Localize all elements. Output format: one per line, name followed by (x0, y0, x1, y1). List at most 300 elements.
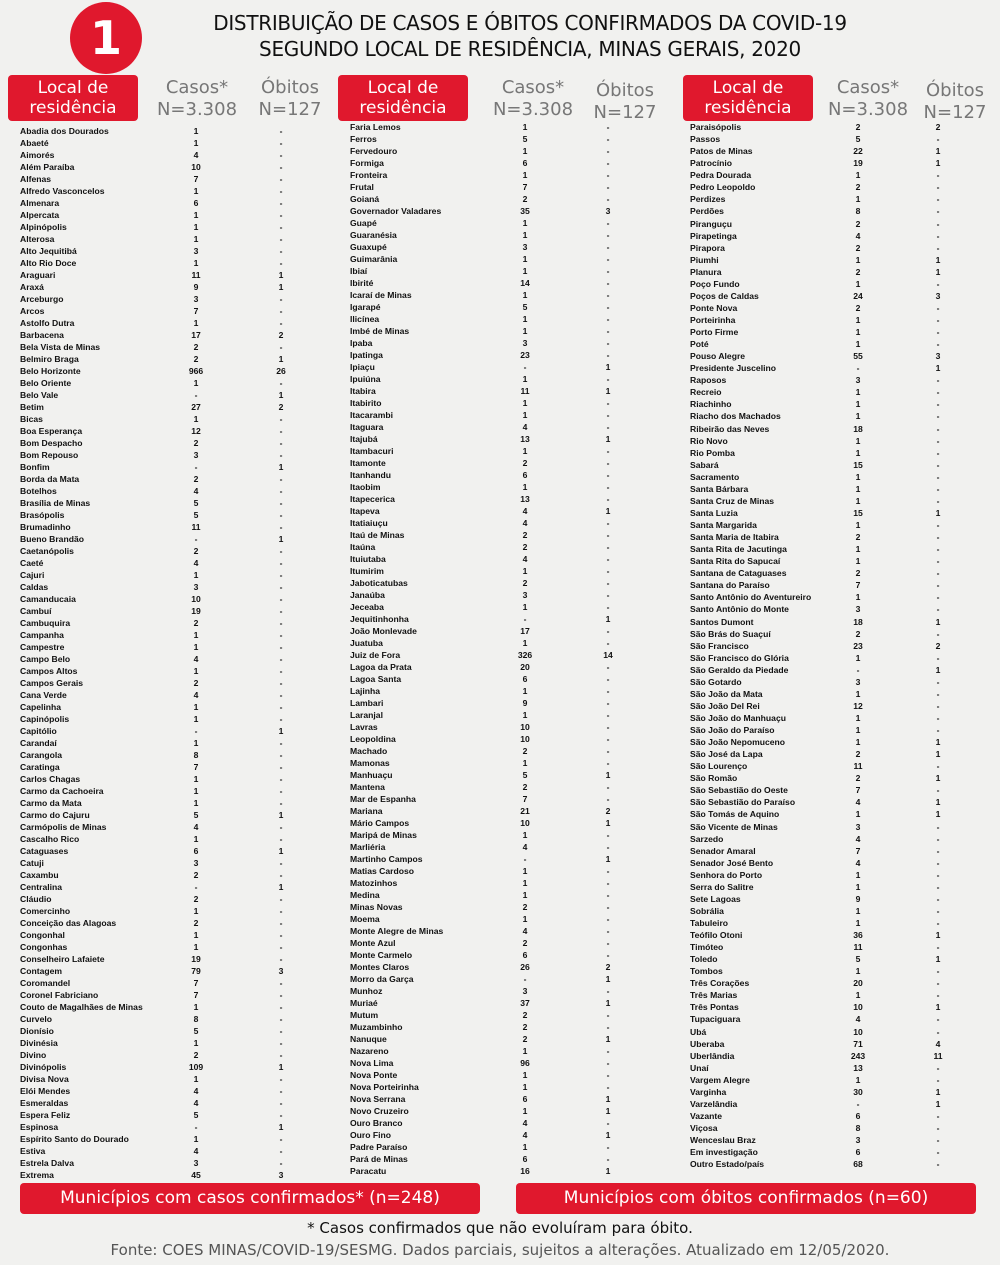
obitos-value: - (279, 630, 283, 640)
municipio-name: Campos Altos (20, 666, 78, 676)
casos-value: 1 (855, 966, 861, 977)
municipio-name: Leopoldina (350, 734, 396, 744)
municipio-name: Pedra Dourada (690, 170, 752, 181)
municipio-name: Poços de Caldas (690, 290, 759, 301)
obitos-label: Óbitos (595, 80, 655, 101)
obitos-value: - (279, 234, 283, 244)
casos-value: 5 (855, 134, 861, 145)
obitos-value: 1 (935, 773, 941, 784)
obitos-value: - (279, 894, 283, 904)
municipio-name: Sacramento (690, 471, 740, 482)
obitos-value: - (606, 986, 610, 996)
casos-value: 5 (193, 810, 199, 820)
municipio-name: Monte Azul (350, 938, 396, 948)
casos-value: 2 (193, 342, 199, 352)
obitos-value: - (936, 544, 940, 555)
casos-value: 4 (522, 1118, 528, 1128)
obitos-value: - (936, 628, 940, 639)
municipio-name: Matozinhos (350, 878, 398, 888)
casos-value: 966 (188, 366, 204, 376)
municipio-name: Muzambinho (350, 1022, 403, 1032)
obitos-value: - (936, 1110, 940, 1121)
municipio-name: São Vicente de Minas (690, 821, 778, 832)
obitos-value: 1 (605, 614, 611, 624)
municipio-name: Minas Novas (350, 902, 403, 912)
casos-value: 1 (855, 447, 861, 458)
casos-value: 1 (522, 254, 528, 264)
obitos-value: - (279, 990, 283, 1000)
obitos-value: - (606, 494, 610, 504)
municipio-name: Cajuri (20, 570, 45, 580)
casos-value: - (194, 462, 198, 472)
casos-value: 2 (522, 1010, 528, 1020)
obitos-value: - (936, 990, 940, 1001)
casos-value: 5 (193, 1026, 199, 1036)
casos-value: 2 (855, 568, 861, 579)
casos-value: 4 (855, 230, 861, 241)
municipio-name: Patrocínio (690, 158, 733, 169)
municipio-name: Itapeva (350, 506, 380, 516)
municipio-name: Riachinho (690, 399, 732, 410)
casos-value: 2 (193, 918, 199, 928)
casos-value: 1 (855, 435, 861, 446)
casos-value: 1 (522, 686, 528, 696)
casos-value: 1 (522, 218, 528, 228)
obitos-value: - (606, 746, 610, 756)
municipio-name: Belmiro Braga (20, 354, 79, 364)
casos-value: 2 (855, 749, 861, 760)
municipio-name: Itabirito (350, 398, 382, 408)
casos-value: - (856, 664, 860, 675)
municipio-name: Três Corações (690, 978, 750, 989)
municipio-name: Marliéria (350, 842, 386, 852)
obitos-value: 1 (278, 354, 284, 364)
casos-value: 1 (193, 786, 199, 796)
municipio-name: Wenceslau Braz (690, 1135, 756, 1145)
obitos-value: - (936, 399, 940, 410)
municipio-name: Divinésia (20, 1038, 58, 1048)
municipio-name: Padre Paraíso (350, 1142, 408, 1152)
obitos-value: 26 (276, 366, 286, 376)
casos-value: 2 (522, 746, 528, 756)
obitos-value: - (279, 1074, 283, 1084)
casos-value: 1 (855, 725, 861, 735)
municipio-name: Unaí (690, 1062, 709, 1073)
municipio-name: Itabira (350, 386, 376, 396)
obitos-value: - (279, 666, 283, 676)
casos-value: 4 (193, 1098, 199, 1108)
obitos-value: - (279, 750, 283, 760)
casos-value: 1 (193, 1002, 199, 1012)
municipio-name: Nova Lima (350, 1058, 394, 1068)
municipio-name: Bom Repouso (20, 450, 79, 460)
obitos-value: - (936, 182, 940, 193)
casos-value: 1 (855, 483, 861, 494)
obitos-value: - (936, 387, 940, 398)
obitos-value: - (279, 570, 283, 580)
obitos-value: - (279, 246, 283, 256)
obitos-value: - (936, 375, 940, 386)
municipio-name: Ibirité (350, 278, 374, 288)
casos-value: 1 (522, 1142, 528, 1152)
municipio-name: Arceburgo (20, 294, 64, 304)
casos-value: 7 (193, 762, 199, 772)
municipio-name: Rio Pomba (690, 447, 735, 458)
casos-value: 4 (193, 690, 199, 700)
casos-total: N=3.308 (827, 99, 909, 120)
municipio-name: Poté (690, 339, 709, 350)
municipio-name: São Sebastião do Paraíso (690, 797, 796, 808)
obitos-value: - (279, 822, 283, 832)
casos-value: 4 (193, 822, 199, 832)
municipio-name: Caetanópolis (20, 546, 74, 556)
casos-value: 3 (855, 821, 861, 832)
municipio-name: Varzelândia (690, 1098, 738, 1109)
obitos-value: - (279, 774, 283, 784)
municipio-name: Alto Jequitibá (20, 246, 77, 256)
municipio-name: Três Pontas (690, 1002, 739, 1013)
obitos-value: 1 (935, 1098, 941, 1109)
casos-value: 1 (522, 314, 528, 324)
casos-value: 1 (522, 710, 528, 720)
obitos-value: - (606, 242, 610, 252)
casos-value: 1 (855, 881, 861, 892)
obitos-value: - (936, 218, 940, 229)
casos-value: 2 (193, 354, 199, 364)
obitos-value: - (279, 1110, 283, 1120)
municipio-name: Guaranésia (350, 230, 397, 240)
header-local-residencia: Local de residência (8, 75, 138, 121)
obitos-value: - (279, 618, 283, 628)
obitos-value: - (936, 532, 940, 542)
obitos-value: - (279, 678, 283, 688)
casos-value: 1 (193, 222, 199, 232)
municipio-name: Capelinha (20, 702, 62, 712)
obitos-value: - (606, 1058, 610, 1068)
obitos-value: - (936, 1074, 940, 1085)
obitos-value: - (936, 761, 940, 772)
casos-value: 4 (522, 518, 528, 528)
obitos-value: - (936, 435, 940, 446)
casos-value: 12 (191, 426, 201, 436)
municipio-name: Juiz de Fora (350, 650, 401, 660)
casos-value: - (856, 363, 860, 374)
obitos-value: 1 (935, 158, 941, 169)
municipio-name: Santana do Paraíso (690, 580, 770, 591)
casos-value: 3 (193, 246, 199, 256)
casos-value: 6 (522, 950, 528, 960)
municipio-name: Santa Rita do Sapucaí (690, 556, 781, 567)
obitos-label: Óbitos (925, 80, 985, 101)
obitos-value: - (279, 558, 283, 568)
obitos-value: - (279, 138, 283, 148)
casos-value: 1 (855, 399, 861, 410)
obitos-value: - (279, 486, 283, 496)
casos-value: 8 (855, 206, 861, 217)
municipio-name: Abadia dos Dourados (20, 126, 109, 136)
casos-value: 1 (855, 990, 861, 1001)
casos-value: 11 (853, 761, 863, 772)
obitos-value: 3 (605, 206, 611, 216)
obitos-value: - (936, 411, 940, 422)
footnote: * Casos confirmados que não evoluíram para óbito. (307, 1219, 693, 1237)
casos-value: 2 (193, 894, 199, 904)
municipio-name: Moema (350, 914, 380, 924)
obitos-value: 1 (605, 818, 611, 828)
obitos-value: - (936, 134, 940, 145)
obitos-value: - (279, 1014, 283, 1024)
obitos-total: N=127 (923, 102, 987, 123)
obitos-value: - (606, 626, 610, 636)
casos-value: 109 (188, 1062, 204, 1072)
casos-value: 7 (522, 794, 528, 804)
municipio-name: Janaúba (350, 590, 385, 600)
municipio-name: Jaboticatubas (350, 578, 408, 588)
casos-value: 2 (522, 542, 528, 552)
obitos-value: - (606, 830, 610, 840)
obitos-value: - (606, 218, 610, 228)
obitos-value: - (606, 470, 610, 480)
casos-value: 1 (193, 798, 199, 808)
title-line-1: DISTRIBUIÇÃO DE CASOS E ÓBITOS CONFIRMADOS DA COVID-19 (213, 11, 847, 35)
obitos-value: - (606, 950, 610, 960)
obitos-value: 1 (605, 1106, 611, 1116)
obitos-value: - (279, 1086, 283, 1096)
municipio-name: Alterosa (20, 234, 55, 244)
municipio-name: Nazareno (350, 1046, 389, 1056)
obitos-value: - (279, 1002, 283, 1012)
obitos-value: - (279, 210, 283, 220)
obitos-value: - (936, 869, 940, 880)
municipio-name: Itumirim (350, 566, 384, 576)
obitos-value: - (279, 414, 283, 424)
obitos-value: - (606, 1010, 610, 1020)
municipio-name: São Francisco (690, 640, 749, 651)
obitos-value: - (936, 568, 940, 579)
municipio-name: Santos Dumont (690, 616, 754, 627)
municipio-name: Bueno Brandão (20, 534, 84, 544)
municipio-name: Itaúna (350, 542, 376, 552)
casos-value: 8 (855, 1123, 861, 1133)
municipio-name: Pedro Leopoldo (690, 182, 756, 193)
header-casos (818, 77, 918, 121)
obitos-value: - (606, 890, 610, 900)
casos-value: 20 (853, 978, 863, 989)
casos-value: 10 (520, 734, 530, 744)
municipio-name: Guimarânia (350, 254, 398, 264)
obitos-value: - (936, 339, 940, 350)
casos-value: 4 (193, 150, 199, 160)
obitos-value: - (936, 712, 940, 723)
obitos-value: - (606, 686, 610, 696)
municipio-name: Guaxupé (350, 242, 387, 252)
obitos-value: 1 (935, 797, 941, 808)
municipio-name: Alto Rio Doce (20, 258, 77, 268)
municipio-name: Itapecerica (350, 494, 395, 504)
obitos-value: - (936, 676, 940, 687)
municipio-name: Cascalho Rico (20, 834, 80, 844)
casos-value: 1 (193, 378, 199, 388)
casos-value: 3 (193, 1158, 199, 1168)
municipio-name: Santa Rita de Jacutinga (690, 544, 787, 555)
municipio-name: Cláudio (20, 894, 52, 904)
casos-value: 4 (522, 842, 528, 852)
obitos-value: - (279, 714, 283, 724)
municipio-name: Serra do Salitre (690, 881, 754, 892)
casos-value: 1 (193, 1038, 199, 1048)
casos-value: 6 (522, 158, 528, 168)
obitos-value: - (606, 602, 610, 612)
municipio-name: Centralina (20, 882, 63, 892)
casos-value: 2 (855, 628, 861, 639)
casos-value: 7 (522, 182, 528, 192)
obitos-value: - (279, 702, 283, 712)
municipio-name: Mariana (350, 806, 383, 816)
municipio-name: Machado (350, 746, 388, 756)
casos-value: 1 (522, 638, 528, 648)
obitos-value: - (936, 918, 940, 928)
municipio-name: Alfredo Vasconcelos (20, 186, 105, 196)
municipio-name: Perdões (690, 206, 724, 217)
casos-value: 1 (522, 290, 528, 300)
obitos-value: 1 (278, 1122, 284, 1132)
casos-value: 1 (193, 234, 199, 244)
municipio-name: Brasópolis (20, 510, 65, 520)
casos-value: 1 (193, 1074, 199, 1084)
municipio-name: Cambuquira (20, 618, 71, 628)
obitos-value: 1 (605, 1094, 611, 1104)
obitos-value: - (606, 782, 610, 792)
casos-value: 7 (855, 580, 861, 591)
municipio-name: Astolfo Dutra (20, 318, 75, 328)
obitos-value: - (606, 1022, 610, 1032)
municipio-name: Capinópolis (20, 714, 70, 724)
obitos-value: - (606, 866, 610, 876)
casos-label: Casos* (836, 77, 900, 98)
municipio-name: Coromandel (20, 978, 71, 988)
municipio-name: Contagem (20, 966, 63, 976)
obitos-value: 1 (935, 930, 941, 940)
municipio-name: Araguari (20, 270, 56, 280)
municipio-name: Itamonte (350, 458, 386, 468)
casos-value: 1 (855, 688, 861, 699)
municipio-name: Novo Cruzeiro (350, 1106, 409, 1116)
casos-value: 4 (522, 506, 528, 516)
obitos-value: 1 (278, 846, 284, 856)
casos-value: 11 (853, 942, 863, 953)
municipio-name: Carmo da Cachoeira (20, 786, 104, 796)
casos-value: 1 (193, 414, 199, 424)
obitos-value: 1 (935, 507, 941, 518)
municipio-name: Belo Vale (20, 390, 59, 400)
casos-value: 1 (855, 737, 861, 748)
municipio-name: Mário Campos (350, 818, 410, 828)
municipio-name: Vazante (690, 1110, 723, 1121)
obitos-value: - (936, 785, 940, 796)
obitos-value: - (279, 342, 283, 352)
municipio-name: Aimorés (20, 150, 55, 160)
municipio-name: Guapé (350, 218, 377, 228)
municipio-name: Nova Porteirinha (350, 1082, 419, 1092)
municipio-name: Martinho Campos (350, 854, 423, 864)
casos-value: 1 (522, 482, 528, 492)
casos-value: 7 (855, 785, 861, 796)
obitos-value: - (606, 254, 610, 264)
municipio-name: Pouso Alegre (690, 351, 746, 362)
casos-value: 20 (520, 662, 530, 672)
casos-value: 1 (193, 210, 199, 220)
casos-value: - (856, 1098, 860, 1109)
obitos-value: - (606, 170, 610, 180)
obitos-value: - (606, 722, 610, 732)
obitos-value: - (606, 338, 610, 348)
obitos-value: - (606, 1118, 610, 1128)
municipio-name: Carmo do Cajuru (20, 810, 90, 820)
obitos-value: - (936, 604, 940, 615)
municipio-name: Itaú de Minas (350, 530, 405, 540)
casos-value: 11 (191, 270, 201, 280)
casos-value: 3 (855, 1135, 861, 1145)
obitos-value: 3 (935, 290, 941, 301)
casos-value: 1 (855, 544, 861, 555)
obitos-value: - (606, 398, 610, 408)
obitos-value: 2 (935, 640, 941, 651)
obitos-value: - (936, 1014, 940, 1025)
municipio-name: Ipaba (350, 338, 373, 348)
casos-value: 5 (855, 954, 861, 965)
casos-value: 1 (193, 774, 199, 784)
municipio-name: Fervedouro (350, 146, 398, 156)
obitos-value: - (606, 674, 610, 684)
obitos-value: - (279, 738, 283, 748)
casos-value: 1 (522, 758, 528, 768)
casos-value: 1 (193, 930, 199, 940)
obitos-value: - (936, 194, 940, 205)
obitos-value: 1 (605, 362, 611, 372)
obitos-value: - (279, 1158, 283, 1168)
casos-value: 19 (191, 954, 201, 964)
casos-value: 6 (522, 1154, 528, 1164)
casos-value: 1 (855, 327, 861, 337)
casos-value: 1 (193, 570, 199, 580)
obitos-value: - (606, 1142, 610, 1152)
obitos-value: - (279, 834, 283, 844)
obitos-value: - (279, 978, 283, 988)
municipio-name: Nova Ponte (350, 1070, 398, 1080)
municipio-name: Três Marias (690, 990, 738, 1001)
casos-value: 3 (855, 604, 861, 615)
casos-value: 3 (193, 582, 199, 592)
obitos-value: - (279, 606, 283, 616)
casos-value: 22 (853, 146, 863, 157)
casos-value: 4 (193, 654, 199, 664)
municipio-name: São Romão (690, 773, 738, 784)
obitos-value: - (279, 762, 283, 772)
casos-value: 1 (522, 446, 528, 456)
municipio-name: Carangola (20, 750, 63, 760)
casos-value: 10 (853, 1002, 863, 1013)
casos-value: 2 (855, 532, 861, 542)
municipio-name: Caxambu (20, 870, 59, 880)
casos-value: - (194, 726, 198, 736)
casos-value: 3 (193, 450, 199, 460)
municipio-name: Bicas (20, 414, 43, 424)
municipio-name: São João do Manhuaçu (690, 712, 786, 723)
obitos-value: - (936, 556, 940, 567)
municipio-name: Pirapetinga (690, 230, 737, 241)
obitos-value: - (936, 1159, 940, 1170)
obitos-value: 2 (278, 330, 284, 340)
